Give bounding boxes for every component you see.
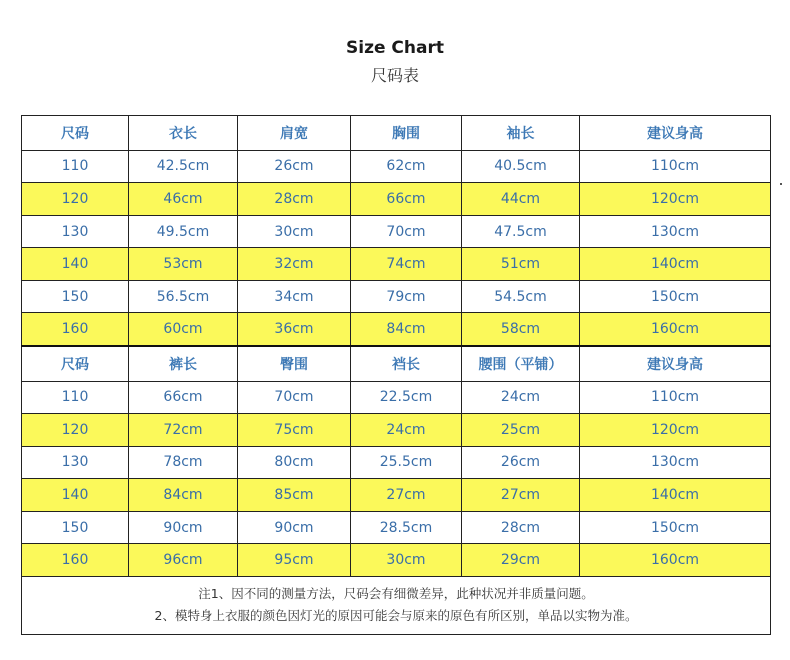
table-row bbox=[22, 150, 771, 183]
table-cell: 24cm bbox=[462, 381, 580, 414]
table-cell: 84cm bbox=[351, 313, 462, 346]
table-cell: 27cm bbox=[351, 479, 462, 512]
decorative-dot bbox=[780, 183, 782, 185]
table-cell: 28.5cm bbox=[351, 511, 462, 544]
table2-header-cell: 裤长 bbox=[129, 346, 238, 381]
table-cell: 47.5cm bbox=[462, 215, 580, 248]
table-cell: 90cm bbox=[238, 511, 351, 544]
table-cell: 120cm bbox=[580, 414, 771, 447]
table-cell: 85cm bbox=[238, 479, 351, 512]
table-cell: 28cm bbox=[462, 511, 580, 544]
table-cell: 160cm bbox=[580, 313, 771, 346]
table2-header-cell: 裆长 bbox=[351, 346, 462, 381]
table-cell: 25.5cm bbox=[351, 446, 462, 479]
table-cell: 130 bbox=[22, 215, 129, 248]
table-cell: 40.5cm bbox=[462, 150, 580, 183]
table1-header-cell: 胸围 bbox=[351, 116, 462, 151]
table-cell: 95cm bbox=[238, 544, 351, 577]
table-cell: 110 bbox=[22, 381, 129, 414]
table-cell: 140 bbox=[22, 479, 129, 512]
table-row bbox=[22, 544, 771, 577]
table-row bbox=[22, 313, 771, 346]
table-cell: 110cm bbox=[580, 150, 771, 183]
table-cell: 140 bbox=[22, 248, 129, 281]
table-cell: 74cm bbox=[351, 248, 462, 281]
table-cell: 58cm bbox=[462, 313, 580, 346]
table-cell: 160cm bbox=[580, 544, 771, 577]
table-cell: 26cm bbox=[462, 446, 580, 479]
table-cell: 32cm bbox=[238, 248, 351, 281]
table-cell: 150cm bbox=[580, 280, 771, 313]
table-cell: 36cm bbox=[238, 313, 351, 346]
table-cell: 46cm bbox=[129, 183, 238, 216]
table-cell: 24cm bbox=[351, 414, 462, 447]
notes-cell bbox=[22, 576, 771, 634]
note-line: 注1、因不同的测量方法，尺码会有细微差异，此种状况并非质量问题。 bbox=[198, 586, 594, 602]
table-cell: 150 bbox=[22, 511, 129, 544]
table-cell: 62cm bbox=[351, 150, 462, 183]
table-cell: 56.5cm bbox=[129, 280, 238, 313]
table-cell: 84cm bbox=[129, 479, 238, 512]
table2-header-cell: 腰围（平铺） bbox=[462, 346, 580, 381]
table1-header-cell: 衣长 bbox=[129, 116, 238, 151]
table-cell: 22.5cm bbox=[351, 381, 462, 414]
page-subtitle: 尺码表 bbox=[370, 66, 419, 85]
table2-header-row bbox=[22, 346, 771, 381]
table2-header-cell: 尺码 bbox=[22, 346, 129, 381]
table-cell: 25cm bbox=[462, 414, 580, 447]
table-row bbox=[22, 511, 771, 544]
table1-header-cell: 尺码 bbox=[22, 116, 129, 151]
table-row bbox=[22, 446, 771, 479]
table-cell: 140cm bbox=[580, 248, 771, 281]
table-cell: 130cm bbox=[580, 215, 771, 248]
table1-header-cell: 袖长 bbox=[462, 116, 580, 151]
table-cell: 79cm bbox=[351, 280, 462, 313]
table2-header-cell: 建议身高 bbox=[580, 346, 771, 381]
note-line: 2、模特身上衣服的颜色因灯光的原因可能会与原来的原色有所区别，单品以实物为准。 bbox=[154, 608, 638, 624]
table-cell: 28cm bbox=[238, 183, 351, 216]
table-cell: 110 bbox=[22, 150, 129, 183]
table-row bbox=[22, 381, 771, 414]
table2-header-cell: 臀围 bbox=[238, 346, 351, 381]
table-row bbox=[22, 280, 771, 313]
table-cell: 78cm bbox=[129, 446, 238, 479]
table1-header-cell: 肩宽 bbox=[238, 116, 351, 151]
table-cell: 72cm bbox=[129, 414, 238, 447]
table-cell: 66cm bbox=[351, 183, 462, 216]
table-cell: 160 bbox=[22, 313, 129, 346]
table-cell: 60cm bbox=[129, 313, 238, 346]
table-cell: 30cm bbox=[351, 544, 462, 577]
notes-row bbox=[22, 576, 771, 634]
table-cell: 75cm bbox=[238, 414, 351, 447]
table-cell: 120 bbox=[22, 183, 129, 216]
table1-header-row bbox=[22, 116, 771, 151]
table-cell: 66cm bbox=[129, 381, 238, 414]
table-row bbox=[22, 479, 771, 512]
table-cell: 70cm bbox=[351, 215, 462, 248]
table-cell: 34cm bbox=[238, 280, 351, 313]
page-title: Size Chart bbox=[346, 38, 444, 58]
table-cell: 80cm bbox=[238, 446, 351, 479]
table-cell: 90cm bbox=[129, 511, 238, 544]
table-row bbox=[22, 414, 771, 447]
table-cell: 26cm bbox=[238, 150, 351, 183]
table-cell: 110cm bbox=[580, 381, 771, 414]
table-row bbox=[22, 215, 771, 248]
table-cell: 53cm bbox=[129, 248, 238, 281]
table-cell: 49.5cm bbox=[129, 215, 238, 248]
table-cell: 140cm bbox=[580, 479, 771, 512]
size-chart-table bbox=[21, 115, 771, 635]
table-cell: 150cm bbox=[580, 511, 771, 544]
table-cell: 29cm bbox=[462, 544, 580, 577]
table-cell: 54.5cm bbox=[462, 280, 580, 313]
table-cell: 44cm bbox=[462, 183, 580, 216]
table-cell: 120 bbox=[22, 414, 129, 447]
table-cell: 42.5cm bbox=[129, 150, 238, 183]
table1-header-cell: 建议身高 bbox=[580, 116, 771, 151]
table-cell: 51cm bbox=[462, 248, 580, 281]
table-cell: 96cm bbox=[129, 544, 238, 577]
table-cell: 160 bbox=[22, 544, 129, 577]
table-cell: 30cm bbox=[238, 215, 351, 248]
table-cell: 130 bbox=[22, 446, 129, 479]
table-cell: 150 bbox=[22, 280, 129, 313]
table-row bbox=[22, 183, 771, 216]
table-row bbox=[22, 248, 771, 281]
table-cell: 70cm bbox=[238, 381, 351, 414]
table-cell: 27cm bbox=[462, 479, 580, 512]
table-cell: 120cm bbox=[580, 183, 771, 216]
table-cell: 130cm bbox=[580, 446, 771, 479]
